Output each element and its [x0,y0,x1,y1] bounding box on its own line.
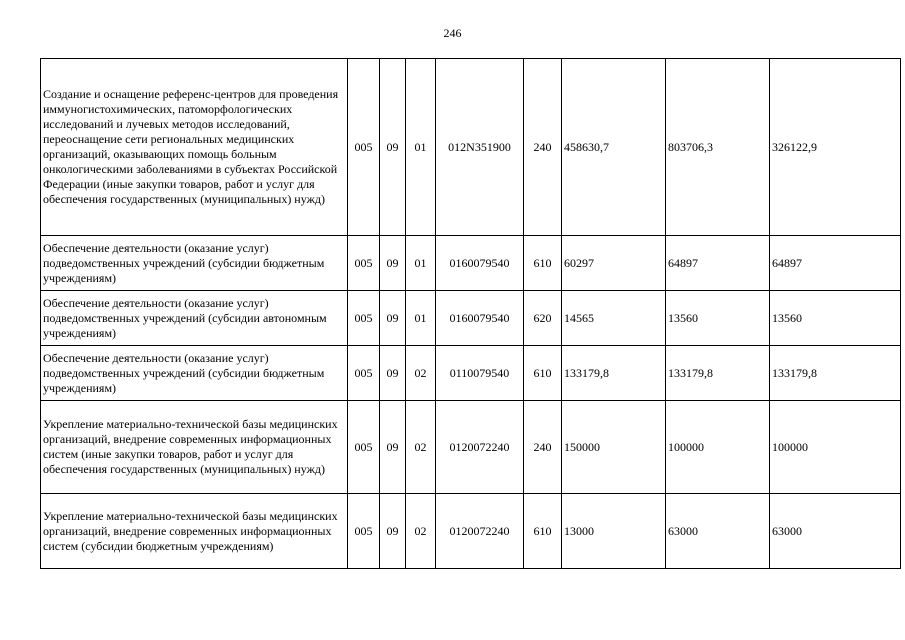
target-item-code: 0110079540 [436,346,524,401]
expense-name: Создание и оснащение референс-центров для проведения иммуногистохимических, патоморфологических исследований и лучевых методов исследований, переоснащение сети региональных медицинских организаций, оказывающих помощь больным онкологическими заболеваниями в субъектах Российской Федерации (иные закупки товаров, работ и услуг для обеспечения государственных (муниципальных) нужд) [41,59,348,236]
page-number: 246 [443,26,462,40]
section-code: 09 [380,236,406,291]
target-item-code: 0120072240 [436,494,524,569]
amount-year-2: 133179,8 [666,346,770,401]
target-item-code: 0160079540 [436,236,524,291]
amount-year-3: 13560 [770,291,901,346]
ministry-code: 005 [348,291,380,346]
ministry-code: 005 [348,494,380,569]
subsection-code: 02 [406,346,436,401]
amount-year-3: 326122,9 [770,59,901,236]
ministry-code: 005 [348,236,380,291]
subsection-code: 01 [406,59,436,236]
expense-type-code: 240 [524,401,562,494]
amount-year-2: 63000 [666,494,770,569]
section-code: 09 [380,346,406,401]
ministry-code: 005 [348,346,380,401]
ministry-code: 005 [348,401,380,494]
amount-year-3: 100000 [770,401,901,494]
subsection-code: 01 [406,291,436,346]
table-row [41,401,901,494]
subsection-code: 02 [406,401,436,494]
expense-name: Обеспечение деятельности (оказание услуг) подведомственных учреждений (субсидии бюджетным учреждениям) [41,236,348,291]
expense-name: Обеспечение деятельности (оказание услуг) подведомственных учреждений (субсидии бюджетным учреждениям) [41,346,348,401]
amount-year-1: 14565 [562,291,666,346]
amount-year-1: 133179,8 [562,346,666,401]
amount-year-3: 63000 [770,494,901,569]
expense-name: Укрепление материально-технической базы медицинских организаций, внедрение современных информационных систем (иные закупки товаров, работ и услуг для обеспечения государственных (муниципальных) нужд) [41,401,348,494]
expense-type-code: 620 [524,291,562,346]
section-code: 09 [380,291,406,346]
amount-year-1: 13000 [562,494,666,569]
subsection-code: 01 [406,236,436,291]
ministry-code: 005 [348,59,380,236]
amount-year-2: 64897 [666,236,770,291]
section-code: 09 [380,59,406,236]
target-item-code: 0120072240 [436,401,524,494]
table-row [41,236,901,291]
amount-year-1: 60297 [562,236,666,291]
table-row [41,494,901,569]
expense-name: Укрепление материально-технической базы медицинских организаций, внедрение современных информационных систем (субсидии бюджетным учреждениям) [41,494,348,569]
amount-year-3: 133179,8 [770,346,901,401]
expense-type-code: 610 [524,494,562,569]
section-code: 09 [380,494,406,569]
target-item-code: 0160079540 [436,291,524,346]
target-item-code: 012N351900 [436,59,524,236]
amount-year-2: 803706,3 [666,59,770,236]
amount-year-1: 150000 [562,401,666,494]
amount-year-2: 100000 [666,401,770,494]
section-code: 09 [380,401,406,494]
table-row [41,59,901,236]
expense-type-code: 610 [524,346,562,401]
table-row [41,346,901,401]
expense-type-code: 610 [524,236,562,291]
subsection-code: 02 [406,494,436,569]
amount-year-3: 64897 [770,236,901,291]
table-row [41,291,901,346]
expense-name: Обеспечение деятельности (оказание услуг) подведомственных учреждений (субсидии автономным учреждениям) [41,291,348,346]
budget-table [40,58,901,569]
amount-year-1: 458630,7 [562,59,666,236]
expense-type-code: 240 [524,59,562,236]
amount-year-2: 13560 [666,291,770,346]
